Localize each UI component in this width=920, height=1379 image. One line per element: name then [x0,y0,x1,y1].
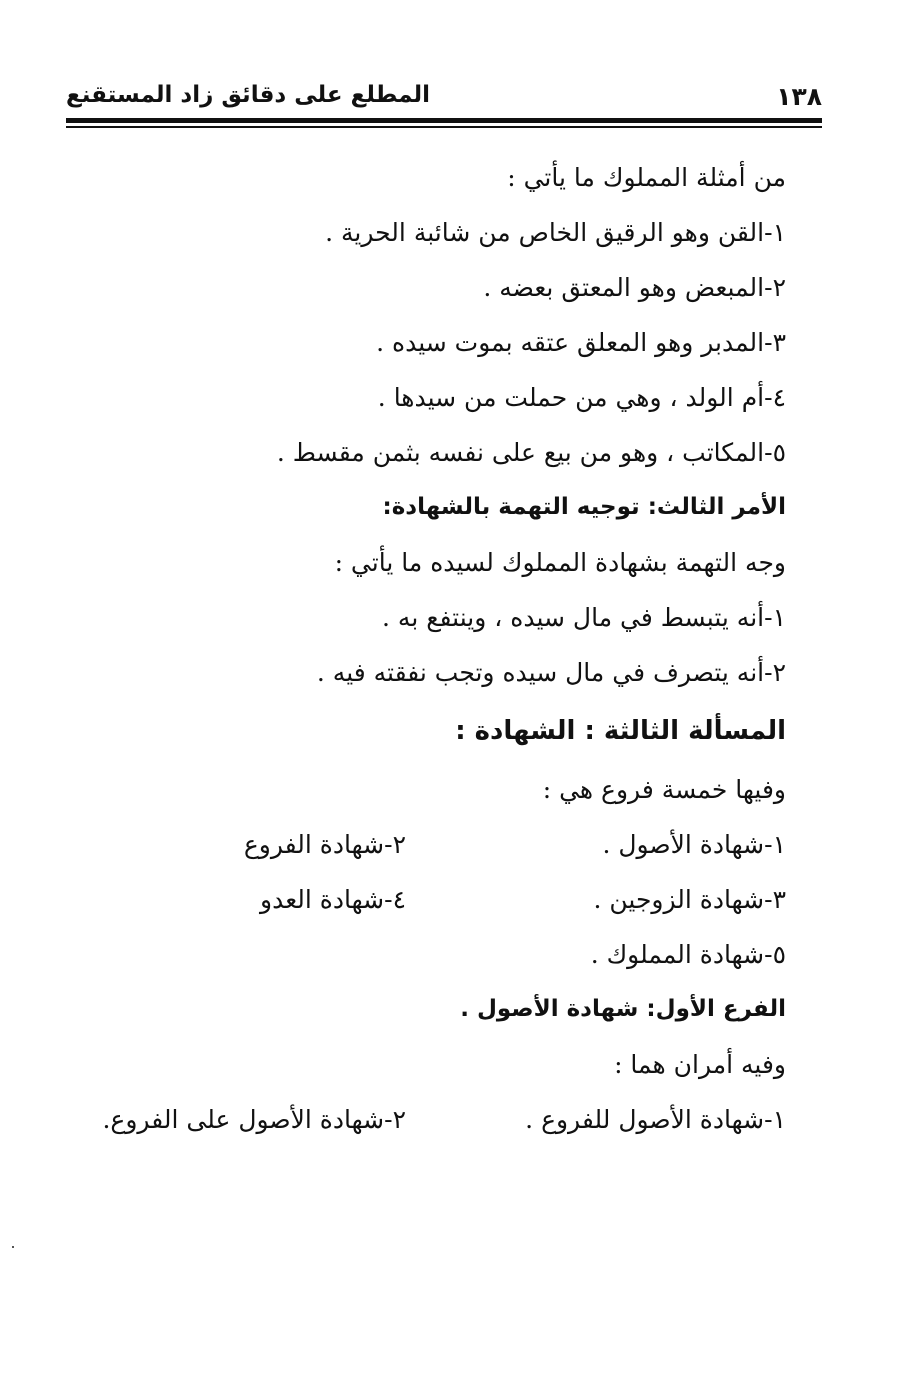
first-branch-heading: الفرع الأول: شهادة الأصول . [460,996,786,1022]
branch-item: ٤-شهادة العدو [260,885,406,914]
issue-intro: وفيها خمسة فروع هي : [542,775,786,804]
third-matter-item: ١-أنه يتبسط في مال سيده ، وينتفع به . [382,603,786,632]
first-branch-row [86,1092,786,1147]
example-item: ٣-المدبر وهو المعلق عتقه بموت سيده . [376,328,786,357]
first-branch-item: ١-شهادة الأصول للفروع . [525,1105,786,1134]
scan-speck [12,1246,14,1248]
third-matter-item: ٢-أنه يتصرف في مال سيده وتجب نفقته فيه . [316,658,786,687]
third-matter-heading: الأمر الثالث: توجيه التهمة بالشهادة: [382,494,786,520]
intro-line: من أمثلة المملوك ما يأتي : [507,163,786,192]
branch-item: ١-شهادة الأصول . [602,830,786,859]
branch-item: ٢-شهادة الفروع [243,830,406,859]
example-item: ٤-أم الولد ، وهي من حملت من سيدها . [377,383,786,412]
issue-heading: المسألة الثالثة : الشهادة : [455,716,786,746]
header-rule-thick [66,118,822,123]
example-item: ٥-المكاتب ، وهو من بيع على نفسه بثمن مقسط . [276,438,786,467]
example-item: ١-القن وهو الرقيق الخاص من شائبة الحرية . [325,218,786,247]
branches-row [86,872,786,927]
branch-item: ٣-شهادة الزوجين . [593,885,786,914]
page-number: ١٣٨ [776,82,822,111]
first-branch-intro: وفيه أمران هما : [614,1050,786,1079]
branch-item: ٥-شهادة المملوك . [590,940,786,969]
branches-row [86,817,786,872]
third-matter-intro: وجه التهمة بشهادة المملوك لسيده ما يأتي : [334,548,786,577]
page-body [86,150,786,1147]
book-title: المطلع على دقائق زاد المستقنع [66,82,431,108]
first-branch-item: ٢-شهادة الأصول على الفروع. [102,1105,406,1134]
header-rule-thin [66,126,822,128]
page-header [66,80,822,116]
example-item: ٢-المبعض وهو المعتق بعضه . [483,273,786,302]
